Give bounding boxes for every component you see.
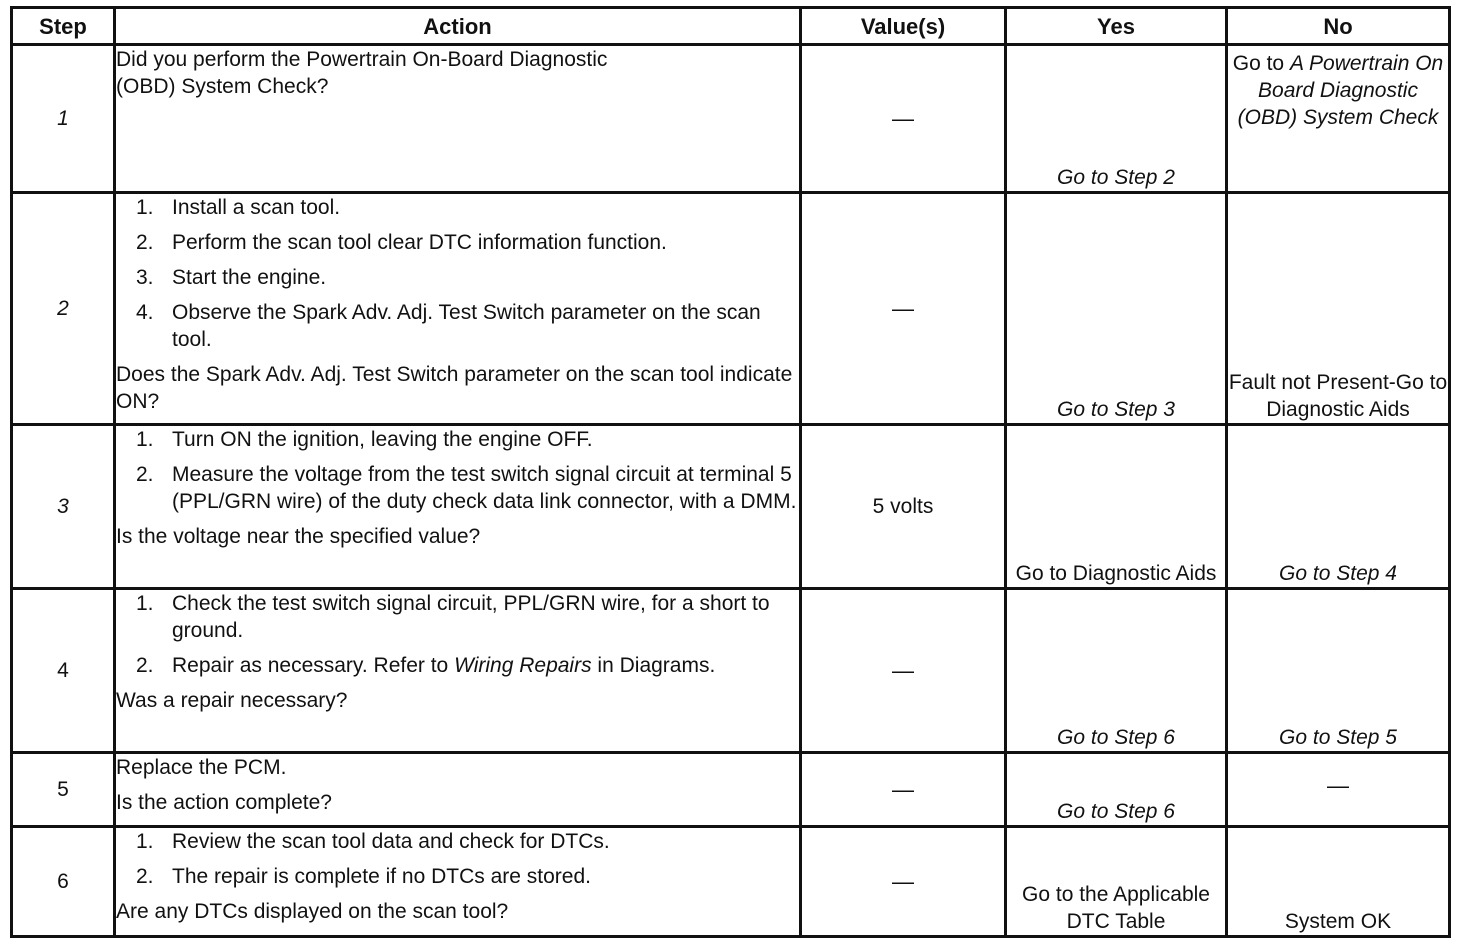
header-action: Action <box>115 8 801 45</box>
value-dash: — <box>892 657 914 683</box>
action-list <box>116 590 799 679</box>
yes-cell: Go to the Applicable DTC Table <box>1006 827 1227 937</box>
header-step: Step <box>12 8 115 45</box>
yes-cell: Go to Step 6 <box>1006 753 1227 827</box>
list-item: 2. Perform the scan tool clear DTC information function. <box>136 231 667 254</box>
value-cell <box>801 827 1006 937</box>
list-item: 1. Install a scan tool. <box>136 196 341 219</box>
action-question: Is the voltage near the specified value? <box>116 525 481 548</box>
list-item: 2. Measure the voltage from the test switch signal circuit at terminal 5 (PPL/GRN wire) of the duty check data link connector, with a DMM. <box>136 463 797 513</box>
yes-cell: Go to Step 2 <box>1006 45 1227 193</box>
action-question: Was a repair necessary? <box>116 689 348 712</box>
list-item: 3. Start the engine. <box>136 266 327 289</box>
action-cell <box>115 193 801 425</box>
action-cell <box>115 45 801 193</box>
table-row <box>12 753 1450 827</box>
list-item: 4. Observe the Spark Adv. Adj. Test Switch parameter on the scan tool. <box>136 301 761 351</box>
no-cell: Fault not Present-Go to Diagnostic Aids <box>1227 193 1450 425</box>
no-cell: Go to Step 4 <box>1227 425 1450 589</box>
value-cell <box>801 45 1006 193</box>
action-question: Are any DTCs displayed on the scan tool? <box>116 900 509 923</box>
action-text: Replace the PCM. <box>116 756 287 779</box>
no-cell <box>1227 45 1450 193</box>
table-row <box>12 425 1450 589</box>
list-item: 1. Turn ON the ignition, leaving the engine OFF. <box>136 428 593 451</box>
list-item: 2. The repair is complete if no DTCs are stored. <box>136 865 591 888</box>
value-cell: 5 volts <box>801 425 1006 589</box>
no-text-plain: Go to <box>1232 52 1290 75</box>
table-row <box>12 45 1450 193</box>
header-no: No <box>1227 8 1450 45</box>
list-item: 1. Check the test switch signal circuit, PPL/GRN wire, for a short to ground. <box>136 592 770 642</box>
step-number: 3 <box>12 425 115 589</box>
action-cell <box>115 425 801 589</box>
action-cell <box>115 589 801 753</box>
action-list <box>116 426 799 515</box>
value-cell <box>801 589 1006 753</box>
step-number: 4 <box>12 589 115 753</box>
no-text-link: A Powertrain On Board Diagnostic (OBD) System Check <box>1237 52 1444 129</box>
table-row <box>12 827 1450 937</box>
header-values: Value(s) <box>801 8 1006 45</box>
header-yes: Yes <box>1006 8 1227 45</box>
wiring-repairs-ref: Wiring Repairs <box>454 654 592 677</box>
table-row <box>12 589 1450 753</box>
action-list <box>116 194 799 353</box>
list-item: 1. Review the scan tool data and check for DTCs. <box>136 830 610 853</box>
step-number: 2 <box>12 193 115 425</box>
value-dash: — <box>892 105 914 131</box>
action-question: Did you perform the Powertrain On-Board Diagnostic (OBD) System Check? <box>116 48 608 98</box>
value-cell <box>801 193 1006 425</box>
value-dash: — <box>892 776 914 802</box>
table-row <box>12 193 1450 425</box>
yes-cell: Go to Step 3 <box>1006 193 1227 425</box>
step-number: 5 <box>12 753 115 827</box>
no-cell: Go to Step 5 <box>1227 589 1450 753</box>
action-cell <box>115 827 801 937</box>
yes-cell: Go to Step 6 <box>1006 589 1227 753</box>
step-number: 6 <box>12 827 115 937</box>
action-cell <box>115 753 801 827</box>
no-cell <box>1227 753 1450 827</box>
value-cell <box>801 753 1006 827</box>
step-number: 1 <box>12 45 115 193</box>
action-question: Does the Spark Adv. Adj. Test Switch parameter on the scan tool indicate ON? <box>116 363 793 413</box>
yes-cell: Go to Diagnostic Aids <box>1006 425 1227 589</box>
header-row <box>12 8 1450 45</box>
no-dash: — <box>1327 773 1349 798</box>
list-item: 2. Repair as necessary. Refer to Wiring Repairs in Diagrams. <box>136 654 716 677</box>
diagnostic-table <box>10 6 1451 938</box>
no-cell: System OK <box>1227 827 1450 937</box>
value-dash: — <box>892 295 914 321</box>
action-question: Is the action complete? <box>116 791 332 814</box>
action-list <box>116 828 799 890</box>
value-dash: — <box>892 868 914 894</box>
